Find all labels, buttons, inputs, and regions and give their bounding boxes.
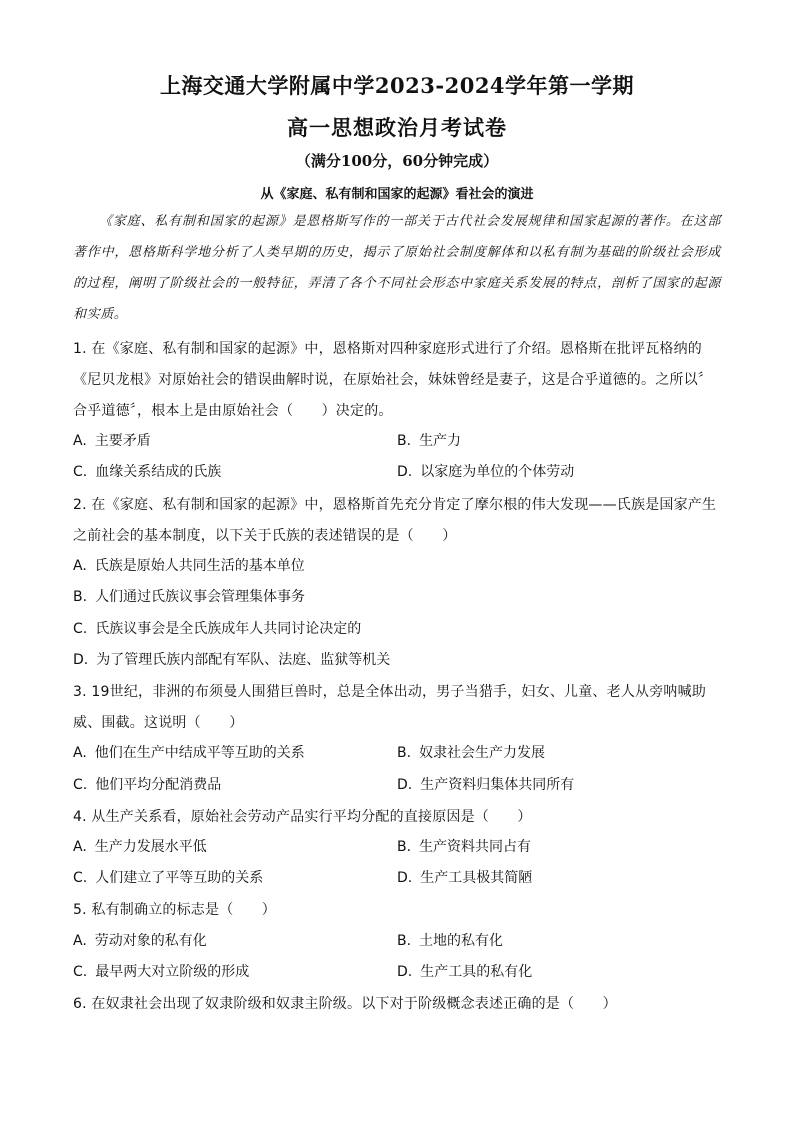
question-5-stem: 5. 私有制确立的标志是（ ） — [73, 902, 277, 918]
question-2-option-a — [73, 556, 305, 576]
option-text: 最早两大对立阶级的形成 — [95, 964, 250, 980]
question-1-stem: 1. 在《家庭、私有制和国家的起源》中，恩格斯对四种家庭形式进行了介绍。恩格斯在批评瓦格纳的《尼贝龙根》对原始社会的错误曲解时说，在原始社会，妹妹曾经是妻子，这是合乎道德的。之所以〞合乎道德〞，根本上是由原始社会（ ）决定的。 — [73, 341, 712, 419]
section-intro: 《家庭、私有制和国家的起源》是恩格斯写作的一部关于古代社会发展规律和国家起源的著作。在这部著作中，恩格斯科学地分析了人类早期的历史，揭示了原始社会制度解体和以私有制为基础的阶级社会形成的过程，阐明了阶级社会的一般特征，弄清了各个不同社会形态中家庭关系发展的特点，剖析了国家的起源和实质。 — [73, 214, 721, 322]
option-letter: B. — [397, 433, 412, 449]
option-letter: A. — [73, 839, 87, 855]
school-title: 上海交通大学附属中学2023-2024学年第一学期 — [159, 73, 635, 98]
option-letter: A. — [73, 933, 87, 949]
option-text: 他们平均分配消费品 — [95, 777, 222, 793]
option-text: 氏族议事会是全氏族成年人共同讨论决定的 — [95, 621, 362, 637]
exam-title: 高一思想政治月考试卷 — [287, 115, 507, 140]
option-text: 以家庭为单位的个体劳动 — [420, 464, 575, 480]
question-5-option-b — [397, 931, 503, 951]
question-3-option-c — [73, 775, 221, 795]
question-1-option-d — [397, 462, 574, 482]
section-heading: 从《家庭、私有制和国家的起源》看社会的演进 — [260, 187, 534, 202]
option-letter: C. — [73, 621, 88, 637]
question-4-option-a — [73, 837, 207, 857]
question-2-option-d — [73, 650, 390, 670]
question-1-option-b — [397, 431, 461, 451]
option-text: 主要矛盾 — [94, 433, 151, 449]
option-text: 生产工具极其简陋 — [420, 870, 533, 886]
option-letter: A. — [73, 433, 87, 449]
option-letter: C. — [73, 964, 88, 980]
question-4-option-b — [397, 837, 531, 857]
question-5-option-a — [73, 931, 207, 951]
option-letter: B. — [397, 933, 412, 949]
option-text: 劳动对象的私有化 — [94, 933, 207, 949]
question-6-stem: 6. 在奴隶社会出现了奴隶阶级和奴隶主阶级。以下对于阶级概念表述正确的是（ ） — [73, 996, 617, 1012]
option-text: 人们通过氏族议事会管理集体事务 — [95, 589, 306, 605]
question-3-option-d — [397, 775, 574, 795]
option-text: 生产资料共同占有 — [419, 839, 532, 855]
option-letter: B. — [397, 839, 412, 855]
option-letter: D. — [397, 464, 413, 480]
option-text: 他们在生产中结成平等互助的关系 — [94, 745, 305, 761]
exam-note: （满分100分，60分钟完成） — [295, 152, 499, 170]
option-letter: D. — [397, 870, 413, 886]
option-letter: D. — [73, 652, 89, 668]
option-letter: D. — [397, 964, 413, 980]
question-3-option-a — [73, 743, 305, 763]
question-5-option-d — [397, 962, 532, 982]
option-letter: C. — [73, 777, 88, 793]
option-text: 生产工具的私有化 — [420, 964, 533, 980]
question-2-option-b — [73, 587, 305, 607]
option-text: 血缘关系结成的氏族 — [95, 464, 222, 480]
option-text: 生产力 — [419, 433, 462, 449]
question-4-option-c — [73, 868, 263, 888]
option-letter: C. — [73, 870, 88, 886]
question-2-stem: 2. 在《家庭、私有制和国家的起源》中，恩格斯首先充分肯定了摩尔根的伟大发现——氏族是国家产生之前社会的基本制度，以下关于氏族的表述错误的是（ ） — [73, 497, 717, 544]
question-3-stem: 3. 19世纪，非洲的布须曼人围猎巨兽时，总是全体出动，男子当猎手，妇女、儿童、老人从旁呐喊助威、围截。这说明（ ） — [73, 684, 707, 731]
question-1-option-c — [73, 462, 221, 482]
option-text: 奴隶社会生产力发展 — [419, 745, 546, 761]
option-text: 为了管理氏族内部配有军队、法庭、监狱等机关 — [96, 652, 391, 668]
option-text: 人们建立了平等互助的关系 — [95, 870, 264, 886]
option-text: 氏族是原始人共同生活的基本单位 — [94, 558, 305, 574]
option-letter: C. — [73, 464, 88, 480]
option-text: 生产力发展水平低 — [94, 839, 207, 855]
option-letter: B. — [397, 745, 412, 761]
question-5-option-c — [73, 962, 249, 982]
option-text: 生产资料归集体共同所有 — [420, 777, 575, 793]
question-4-option-d — [397, 868, 532, 888]
option-letter: B. — [73, 589, 88, 605]
option-letter: D. — [397, 777, 413, 793]
question-1-option-a — [73, 431, 151, 451]
option-letter: A. — [73, 745, 87, 761]
question-2-option-c — [73, 619, 361, 639]
option-text: 土地的私有化 — [419, 933, 504, 949]
question-3-option-b — [397, 743, 545, 763]
option-letter: A. — [73, 558, 87, 574]
question-4-stem: 4. 从生产关系看，原始社会劳动产品实行平均分配的直接原因是（ ） — [73, 809, 532, 825]
